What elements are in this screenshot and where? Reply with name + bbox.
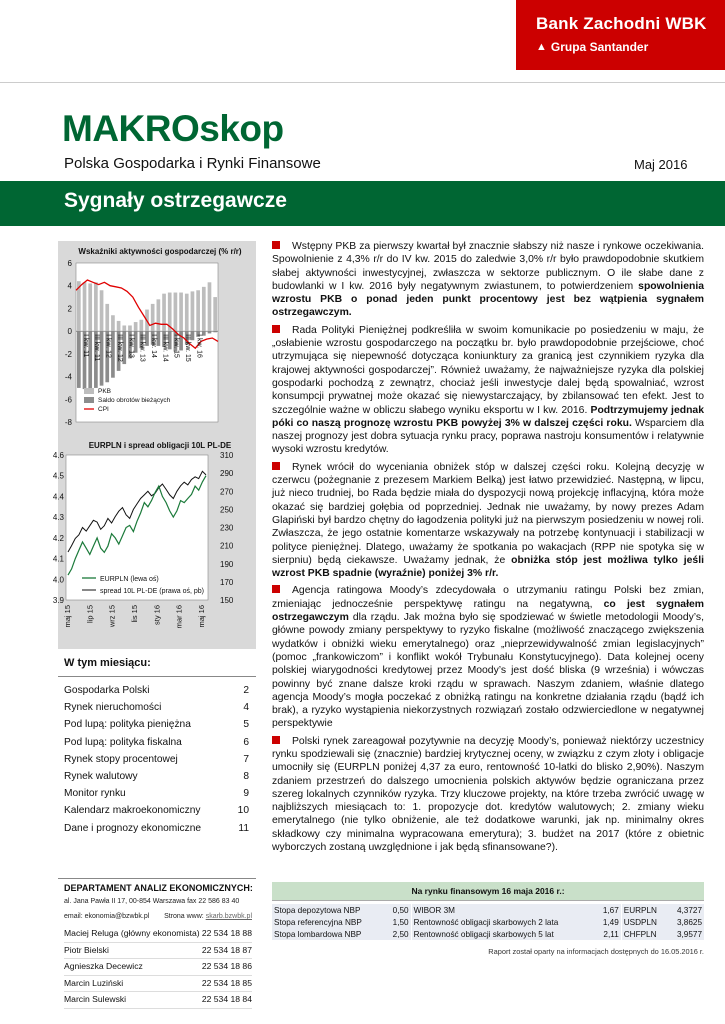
- red-bullet-icon: [272, 241, 280, 249]
- pkb-bar: [157, 299, 161, 331]
- pkb-bar: [213, 297, 217, 331]
- legend-label: CPI: [98, 406, 109, 413]
- toc-item[interactable]: [64, 771, 249, 788]
- toc-item[interactable]: [64, 754, 249, 771]
- pkb-bar: [88, 283, 92, 331]
- market-cell: 1,50: [392, 917, 409, 927]
- santander-flame-icon: ▲: [536, 41, 547, 53]
- x-tick-label: I kw. 11: [81, 334, 89, 358]
- toc-page: 4: [243, 702, 249, 714]
- department-title: DEPARTAMENT ANALIZ EKONOMICZNYCH:: [64, 883, 253, 893]
- pkb-bar: [191, 291, 195, 331]
- current-account-bar: [208, 331, 212, 333]
- x-tick-label: III kw. 14: [161, 334, 169, 362]
- left-tick-label: 4.6: [52, 451, 64, 460]
- legend-label: spread 10L PL-DE (prawa oś, pb): [100, 588, 205, 595]
- red-bullet-icon: [272, 462, 280, 470]
- left-tick-label: 4.2: [52, 533, 64, 543]
- y-tick-label: 4: [67, 281, 72, 291]
- toc-page: 6: [243, 736, 249, 748]
- left-tick-label: 3.9: [52, 596, 64, 605]
- right-tick-label: 250: [220, 505, 234, 515]
- right-tick-label: 170: [220, 577, 234, 587]
- red-bullet-icon: [272, 585, 280, 593]
- x-tick-label: III kw. 11: [93, 334, 101, 362]
- staff-phone: 22 534 18 86: [201, 961, 252, 972]
- paragraph-2: Rada Polityki Pieniężnej podkreśliła w swoim komunikacie po posiedzeniu w maju, że „osłabienie wzrostu gospodarczego na początku br. było prawdopodobnie przejściowe, choć utrzymująca się niepewność dotycząca koniunktury za granicą jest czynnikiem ryzyka dla krajowej aktywności gospodarczej”. Również uważamy, że najważniejsze ryzyka dla polskiej gospodarki pochodzą z zewnątrz, chociaż jeśli inwestycje dalej będą spowalniać, wzrost konsumpcji prywatnej może okazać się niewystarczający, by zbilansować ten efekt. Jest to szczególnie ważne w obliczu słabego wyniku eksportu w I kw. 2016. Podtrzymujemy jednak póki co naszą prognozę wzrostu PKB powyżej 3% w dalszej części roku. Wsparciem dla naszej prognozy jest dobra sytuacja rynku pracy, poprawa nastroju konsumentów i relatywnie wysoki wzrostu kredytów.: [272, 324, 704, 456]
- pkb-bar: [100, 290, 104, 331]
- right-tick-label: 310: [220, 451, 234, 460]
- contents-title: W tym miesiącu:: [64, 657, 151, 669]
- x-tick-label: mar 16: [174, 605, 184, 629]
- pkb-bar: [111, 315, 115, 331]
- staff-phone: 22 534 18 87: [201, 944, 252, 955]
- toc-page: 7: [243, 753, 249, 765]
- legend-swatch: [84, 397, 94, 403]
- toc-item[interactable]: [64, 685, 249, 702]
- market-cell: Stopa depozytowa NBP: [274, 905, 361, 915]
- pkb-bar: [83, 282, 87, 331]
- y-tick-label: -4: [64, 372, 72, 382]
- staff-row: [64, 976, 252, 993]
- paragraph-5: Polski rynek zareagował pozytywnie na decyzję Moody’s, ponieważ niektórzy uczestnicy rynku spodziewali się (znacznie) bardziej krytycznej oceny, w związku z czym złoty i obligacje umocniły się (EURPLN poniżej 4,37 za euro, rentowność 10-latki do blisko 2,90%). Naszym zdaniem przestrzeń do dalszego umocnienia polskich aktywów będzie ograniczana przez szereg lokalnych czynników ryzyka. Trzy kluczowe projekty, na które trzeba zwrócić uwagę w najbliższych miesiącach to: 1. propozycje dot. kredytów walutowych; 2. zmiany wieku emerytalnego (nie tylko obniżenie, ale też dodatkowe warunki, jak np. minimalny okres składkowy czy minimalna wypracowana emerytura); 3. budżet na 2017 (które z obietnic wyborczych zostaną uwzględnione i jak będą sfinansowane?).: [272, 735, 704, 854]
- pkb-bar: [117, 321, 121, 331]
- market-cell: EURPLN: [621, 904, 668, 916]
- x-tick-label: wrz 15: [107, 605, 117, 628]
- report-footnote: Raport został oparty na informacjach dostępnych do 16.05.2016 r.: [488, 947, 704, 956]
- x-tick-label: I kw. 13: [127, 334, 135, 358]
- article-body: [272, 240, 704, 858]
- toc-page: 2: [243, 685, 249, 696]
- toc-item[interactable]: [64, 719, 249, 736]
- activity-chart: [58, 255, 256, 435]
- y-tick-label: -8: [64, 418, 72, 427]
- pkb-bar: [208, 282, 212, 331]
- contents-divider: [58, 676, 256, 677]
- current-account-bar: [213, 331, 217, 332]
- www-label: Strona www:: [164, 913, 204, 920]
- toc-page: 9: [243, 788, 249, 800]
- left-tick-label: 4.4: [52, 492, 64, 502]
- toc-item[interactable]: [64, 805, 249, 822]
- right-tick-label: 150: [220, 596, 234, 605]
- bank-logo: [516, 0, 725, 70]
- toc-label: Pod lupą: polityka fiskalna: [64, 736, 182, 748]
- pkb-bar: [162, 294, 166, 331]
- left-tick-label: 4.0: [52, 575, 64, 585]
- x-tick-label: sty 16: [152, 605, 162, 626]
- legend-swatch: [84, 388, 94, 394]
- left-tick-label: 4.5: [52, 471, 64, 481]
- red-bullet-icon: [272, 325, 280, 333]
- toc-label: Kalendarz makroekonomiczny: [64, 805, 201, 817]
- y-tick-label: 2: [67, 304, 72, 314]
- left-tick-label: 4.3: [52, 513, 64, 523]
- toc-page: 11: [238, 822, 249, 834]
- market-cell: Stopa lombardowa NBP: [274, 929, 362, 939]
- x-tick-label: I kw. 14: [150, 334, 157, 358]
- staff-name: Maciej Reluga (główny ekonomista): [64, 928, 200, 938]
- market-row: [272, 928, 704, 940]
- market-row: [272, 904, 704, 916]
- market-cell: 2,50: [392, 929, 409, 939]
- magazine-title: MAKROskop: [62, 108, 284, 149]
- pkb-bar: [179, 293, 183, 332]
- staff-row: [64, 926, 252, 943]
- x-tick-label: III kw. 13: [138, 334, 146, 362]
- legend-label: PKB: [98, 388, 112, 395]
- market-cell: Rentowność obligacji skarbowych 2 lata: [411, 916, 596, 928]
- department-address: al. Jana Pawła II 17, 00-854 Warszawa fax 22 586 83 40: [64, 898, 240, 905]
- staff-list: [64, 926, 252, 1009]
- market-cell: Stopa referencyjna NBP: [274, 917, 362, 927]
- pkb-bar: [134, 322, 138, 331]
- market-title: Na rynku finansowym 16 maja 2016 r.:: [272, 882, 704, 901]
- pkb-bar: [105, 304, 109, 331]
- x-tick-label: maj 15: [63, 605, 72, 628]
- current-account-bar: [77, 331, 81, 388]
- x-tick-label: III kw. 15: [184, 334, 192, 362]
- y-tick-label: 6: [67, 259, 72, 268]
- market-cell: CHFPLN: [621, 928, 668, 940]
- toc-item[interactable]: [64, 823, 249, 840]
- market-cell: 2,11: [603, 929, 619, 939]
- toc-label: Gospodarka Polski: [64, 685, 150, 696]
- market-cell: USDPLN: [621, 916, 668, 928]
- y-tick-label: 0: [67, 327, 72, 337]
- toc-page: 8: [243, 770, 249, 782]
- market-row: [272, 916, 704, 928]
- paragraph-4: Agencja ratingowa Moody’s zdecydowała o utrzymaniu ratingu Polski bez zmian, zmieniając jednocześnie perspektywę ratingu na negatywną, co jest sygnałem ostrzegawczym dla rządu. Jak można było się spodziewać w świetle metodologii Moody’s, główne powody zmiany perspektywy to ryzyko fiskalne (możliwość znaczącego zwiększenia wydatków i obniżki wieku emerytalnego) oraz „nieprzewidywalność zmian legislacyjnych” (pomoc „frankowiczom” i konflikt wokół Trybunału Konstytucyjnego). Data kolejnej oceny polskiej wiarygodności kredytowej przez Moody’s jest dość bliska (9 września) i wówczas powinny być znane dalsze kroki rządu w sprawach. Naszym zdaniem, właśnie dlatego agencja Moody’s mogła poczekać z obniżką ratingu na konkretne działania rządu (bądź ich brak), a ryzyko wystąpienia niekorzystnych rozwiązań zostało odzwierciedlone w negatywnej perspektywie: [272, 585, 704, 730]
- pkb-bar: [122, 325, 126, 331]
- legend-label: Saldo obrotów bieżących: [98, 397, 171, 404]
- legend-label: EURPLN (lewa oś): [100, 576, 159, 583]
- x-tick-label: III kw. 12: [115, 334, 123, 362]
- staff-name: Agnieszka Decewicz: [64, 961, 143, 972]
- department-email[interactable]: email: ekonomia@bzwbk.pl: [64, 913, 150, 920]
- market-cell: 1,49: [602, 917, 619, 927]
- table-of-contents: [64, 685, 249, 840]
- staff-row: [64, 959, 252, 976]
- toc-label: Pod lupą: polityka pieniężna: [64, 719, 191, 731]
- staff-row: [64, 992, 252, 1009]
- department-divider: [58, 878, 256, 879]
- pkb-bar: [139, 320, 143, 331]
- staff-name: Piotr Bielski: [64, 944, 109, 955]
- right-tick-label: 230: [220, 523, 234, 533]
- right-tick-label: 190: [220, 559, 234, 569]
- paragraph-1: Wstępny PKB za pierwszy kwartał był znacznie słabszy niż nasze i rynkowe oczekiwania. Spowolnienie z 4,3% r/r do IV kw. 2015 do zaledwie 3,0% r/r było prawdopodobnie skutkiem słabej aktywności inwestycyjnej, zwłaszcza w sektorze publicznym. O ile słabe dane z budowlanki w I kw. 2016 były negatywnym zwiastunem, to potwierdzeniem spowolnienia wzrostu PKB o ponad jeden punkt procentowy jest bez wątpienia sygnałem ostrzegawczym.: [272, 241, 704, 319]
- toc-page: 5: [243, 719, 249, 731]
- staff-row: [64, 943, 252, 960]
- pkb-bar: [151, 304, 155, 331]
- chart1-title: Wskaźniki aktywności gospodarczej (% r/r): [78, 247, 242, 256]
- paragraph-3: Rynek wrócił do wyceniania obniżek stóp w dalszej części roku. Kolejną decyzję w czerwcu (pożegnanie z prezesem Markiem Belką) jest łatwo przewidzieć. Następną, w lipcu, już nieco trudniej, bo Rada będzie miała do dyspozycji nową projekcję inflacyjną, która może okazać się bardziej gołębia od poprzedniej. Jednak nie uważamy, by nowy prezes Adam Glapiński był bardzo chętny do łagodzenia polityki już na pierwszym posiedzeniu w nowej roli. Zwłaszcza, że jego ostatnie komentarze wskazywały na potrzebę kontynuacji i stabilizacji w polityce pieniężnej. Dlatego, uważamy że spotkania po wakacjach (RPP nie spotyka się w sierpniu) będą ciekawsze. Uważamy jednak, że obniżka stóp jest możliwa tylko jeśli wzrost PKB spadnie (wyraźnie) poniżej 3% r/r.: [272, 461, 704, 580]
- chart2-title: EURPLN i spread obligacji 10L PL-DE: [88, 441, 232, 450]
- toc-label: Rynek walutowy: [64, 770, 138, 782]
- market-table: [272, 904, 704, 940]
- banner-title: Sygnały ostrzegawcze: [64, 189, 287, 212]
- market-cell: Rentowność obligacji skarbowych 5 lat: [411, 928, 596, 940]
- x-tick-label: lip 15: [85, 605, 95, 623]
- pkb-bar: [94, 282, 98, 331]
- red-bullet-icon: [272, 736, 280, 744]
- x-tick-label: I kw. 15: [172, 334, 180, 358]
- toc-label: Rynek nieruchomości: [64, 702, 162, 714]
- right-tick-label: 210: [220, 541, 234, 551]
- toc-item[interactable]: [64, 702, 249, 719]
- toc-label: Rynek stopy procentowej: [64, 753, 178, 765]
- logo-subtitle: Grupa Santander: [550, 40, 649, 54]
- market-cell: 1,67: [602, 905, 619, 915]
- toc-label: Monitor rynku: [64, 788, 126, 800]
- x-tick-label: lis 15: [130, 605, 139, 623]
- staff-phone: 22 534 18 85: [201, 977, 252, 988]
- y-tick-label: -2: [64, 349, 72, 359]
- market-cell: WIBOR 3M: [411, 904, 596, 916]
- magazine-subtitle: Polska Gospodarka i Rynki Finansowe: [64, 155, 321, 172]
- staff-phone: 22 534 18 84: [201, 994, 252, 1005]
- x-tick-label: I kw. 12: [104, 334, 112, 358]
- right-tick-label: 270: [220, 487, 234, 497]
- toc-label: Dane i prognozy ekonomiczne: [64, 822, 202, 834]
- pkb-bar: [202, 287, 206, 331]
- market-cell: 3,9577: [676, 929, 702, 939]
- market-box: [272, 882, 704, 940]
- pkb-bar: [185, 294, 189, 331]
- market-cell: 0,50: [392, 905, 409, 915]
- left-tick-label: 4.1: [52, 554, 64, 564]
- pkb-bar: [174, 293, 178, 332]
- header-divider: [0, 82, 725, 83]
- staff-name: Marcin Sulewski: [64, 994, 127, 1005]
- y-tick-label: -6: [64, 395, 72, 405]
- logo-title: Bank Zachodni WBK: [536, 14, 707, 33]
- x-tick-label: I kw. 16: [195, 334, 203, 358]
- market-cell: 3,8625: [676, 917, 702, 927]
- x-tick-label: maj 16: [197, 605, 206, 628]
- right-tick-label: 290: [220, 469, 234, 479]
- staff-name: Marcin Luziński: [64, 977, 124, 988]
- market-cell: 4,3727: [676, 905, 702, 915]
- pkb-bar: [196, 290, 200, 331]
- toc-item[interactable]: [64, 737, 249, 754]
- toc-item[interactable]: [64, 788, 249, 805]
- eurpln-spread-chart: [52, 448, 256, 648]
- issue-date: Maj 2016: [634, 157, 688, 172]
- pkb-bar: [128, 325, 132, 331]
- toc-page: 10: [237, 805, 249, 817]
- staff-phone: 22 534 18 88: [201, 928, 252, 938]
- www-link[interactable]: skarb.bzwbk.pl: [205, 913, 252, 920]
